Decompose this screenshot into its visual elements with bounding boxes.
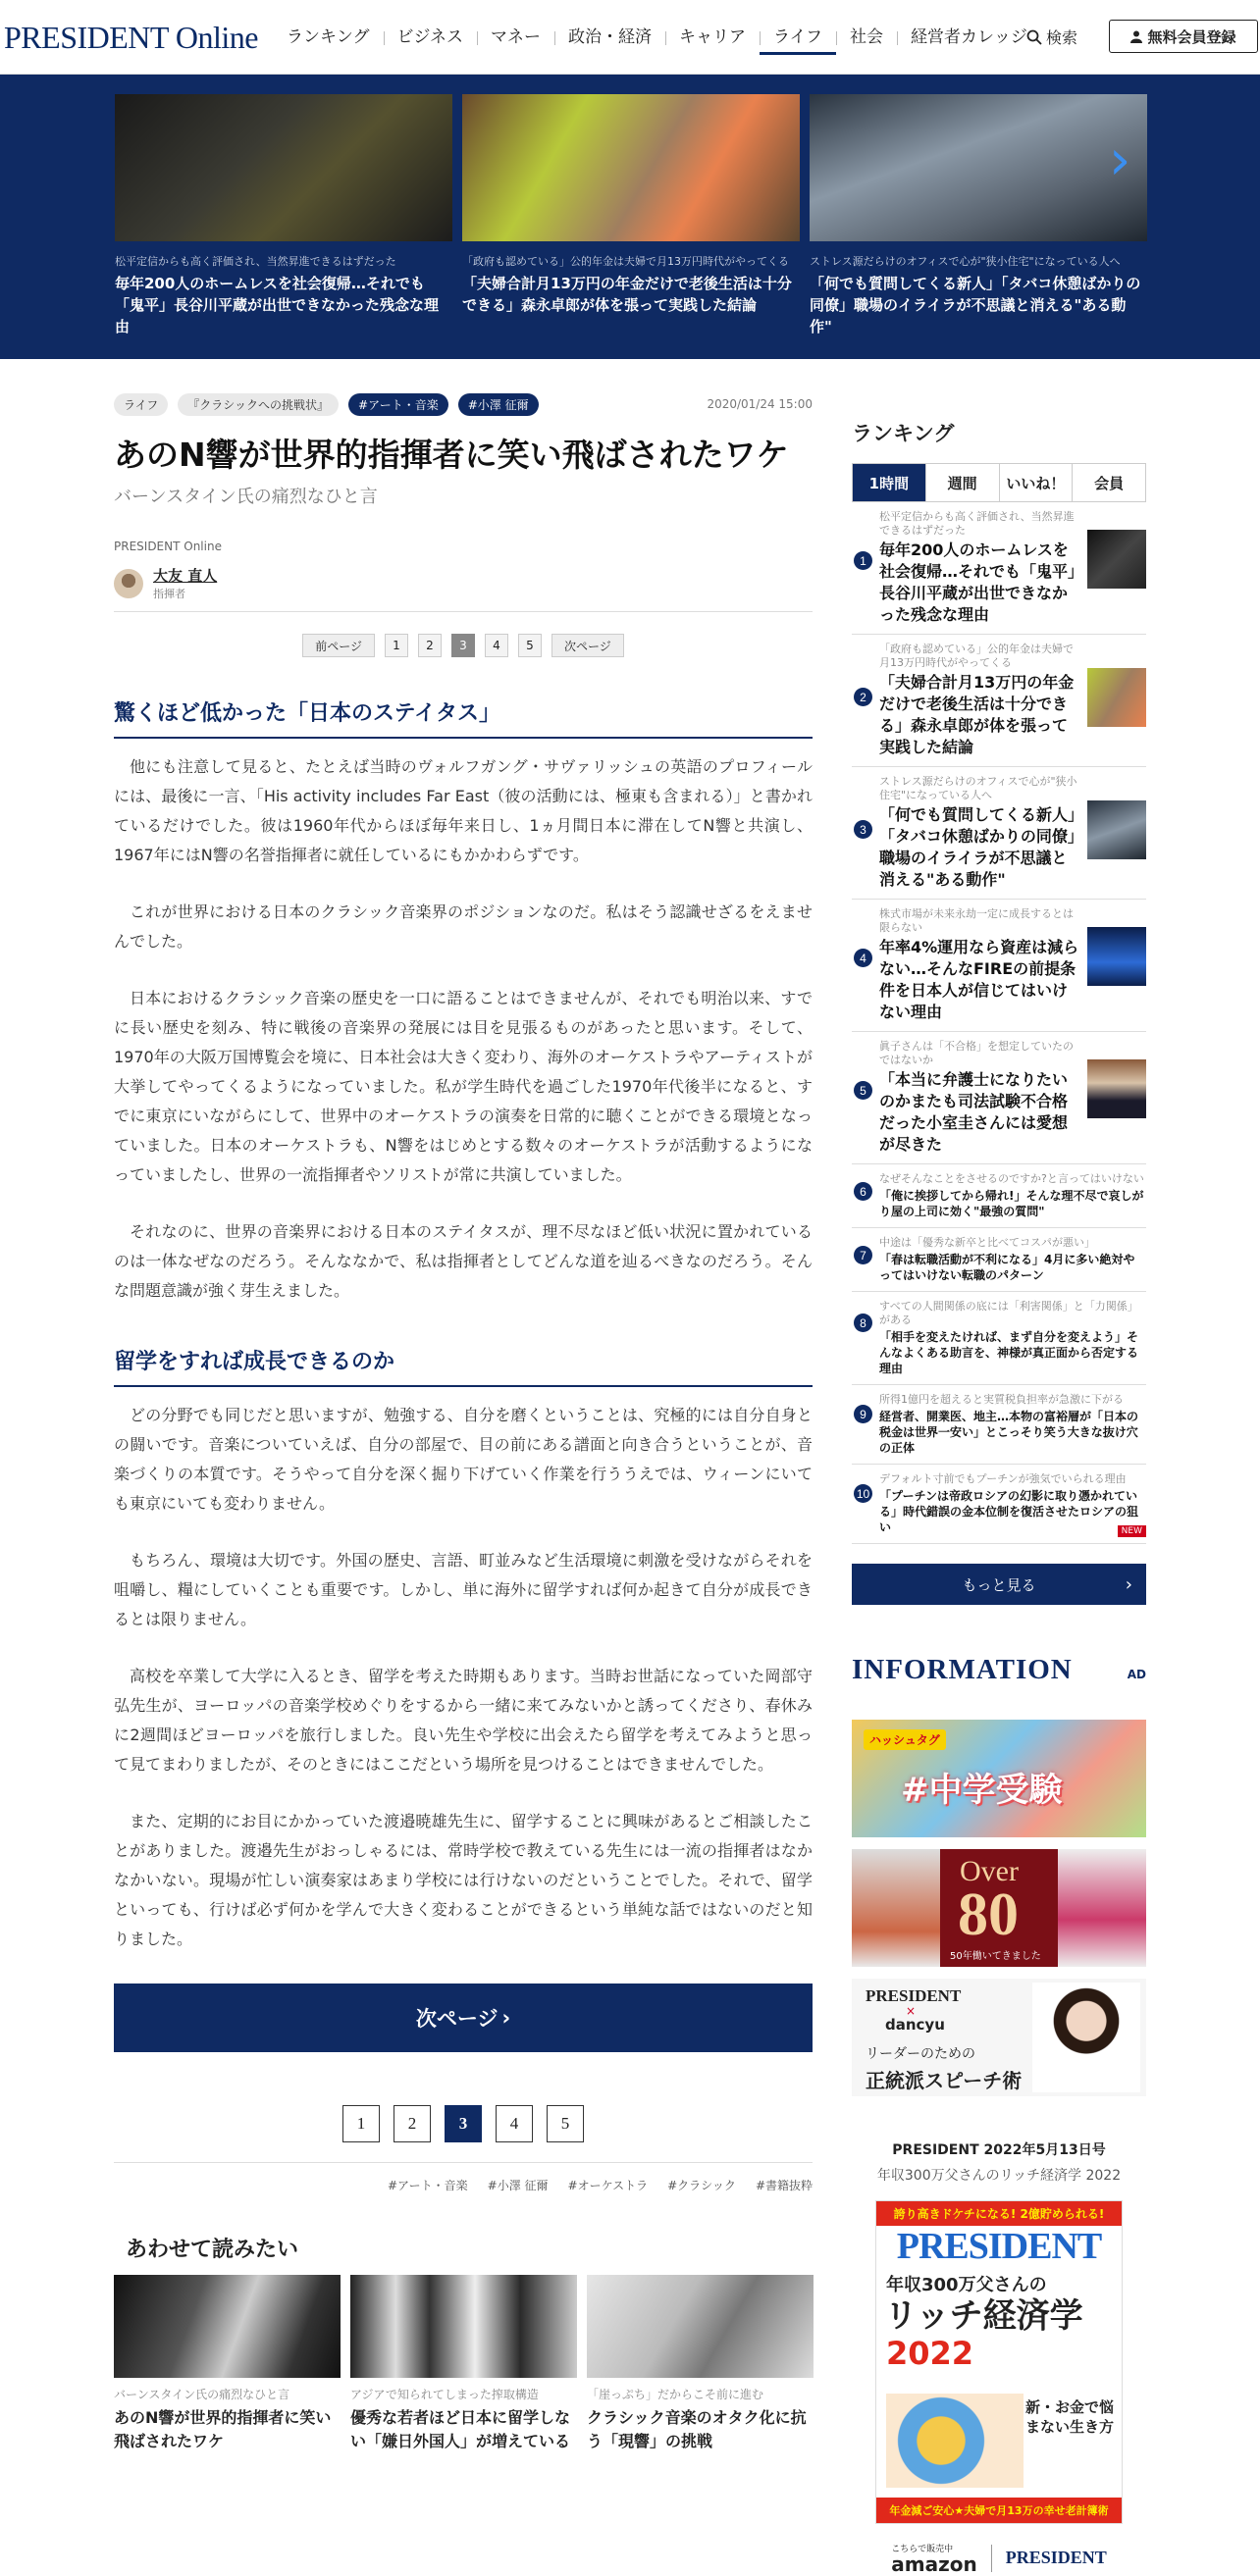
ranking-thumbnail bbox=[1087, 1059, 1146, 1118]
site-logo[interactable]: PRESIDENT Online bbox=[4, 20, 258, 55]
ranking-item[interactable] bbox=[852, 1032, 1146, 1164]
tag-topic[interactable]: #小澤 征爾 bbox=[458, 393, 539, 416]
ranking-number: 1 bbox=[854, 551, 872, 570]
ranking-title: 「相手を変えたければ、まず自分を変えよう」そんなよくある助言を、神様が真正面から否定する理由 bbox=[879, 1330, 1139, 1375]
tab-likes[interactable]: いいね！ bbox=[999, 464, 1073, 501]
amazon-small: こちらで販売中 bbox=[891, 2545, 954, 2554]
banner-x: × bbox=[906, 2004, 917, 2018]
page-link[interactable]: 1 bbox=[385, 634, 408, 657]
author-block bbox=[114, 565, 813, 612]
ranking-item[interactable] bbox=[852, 502, 1146, 635]
ranking-kicker: すべての人間関係の底には「利害関係」と「力関係」がある bbox=[879, 1300, 1138, 1326]
ranking-tabs bbox=[852, 463, 1146, 502]
magazine-subtitle: 年収300万父さんのリッチ経済学 2022 bbox=[876, 2168, 1122, 2184]
ranking-kicker: 「政府も認めている」公的年金は夫婦で月13万円時代がやってくる bbox=[879, 643, 1074, 669]
section-heading: 驚くほど低かった「日本のステイタス」 bbox=[114, 696, 813, 739]
page-link[interactable]: 4 bbox=[485, 634, 508, 657]
carousel-image bbox=[462, 94, 800, 241]
paragraph: これが世界における日本のクラシック音楽界のポジションなのだ。私はそう認識せざるをえませんでした。 bbox=[114, 902, 813, 951]
purchase-links bbox=[852, 2542, 1146, 2574]
new-badge: NEW bbox=[1118, 1525, 1146, 1537]
article-subtitle: バーンスタイン氏の痛烈なひと言 bbox=[114, 487, 378, 507]
user-icon bbox=[1130, 30, 1142, 43]
main-nav bbox=[273, 24, 1041, 55]
information-heading: INFORMATION bbox=[852, 1654, 1073, 1685]
ranking-kicker: なぜそんなことをさせるのですか?と言ってはいけない bbox=[879, 1172, 1144, 1185]
carousel-item[interactable] bbox=[462, 94, 800, 316]
page-link-current[interactable]: 3 bbox=[445, 2105, 482, 2142]
related-image bbox=[350, 2275, 577, 2378]
ranking-item[interactable] bbox=[852, 1292, 1146, 1385]
related-title: あのN響が世界的指揮者に笑い飛ばされたワケ bbox=[114, 2408, 332, 2450]
ranking-title: 「夫婦合計月13万円の年金だけで老後生活は十分できる」森永卓郎が体を張って実践した結論 bbox=[879, 673, 1075, 756]
ranking-item[interactable] bbox=[852, 635, 1146, 767]
carousel-title: 「何でも質問してくる新人」「タバコ休憩ばかりの同僚」職場のイライラが不思議と消える"ある動作" bbox=[810, 275, 1141, 335]
banner-photo-left bbox=[852, 1849, 940, 1967]
divider bbox=[991, 2545, 992, 2572]
chevron-right-icon: › bbox=[1125, 1573, 1132, 1595]
nav-business[interactable]: ビジネス bbox=[384, 24, 478, 55]
mag-side: 新・お金で悩まない生き方 bbox=[1025, 2398, 1115, 2436]
more-label: もっと見る bbox=[962, 1575, 1036, 1594]
banner-line1: リーダーのための bbox=[866, 2046, 975, 2062]
ranking-thumbnail bbox=[1087, 668, 1146, 727]
related-image bbox=[114, 2275, 341, 2378]
ad-label: AD bbox=[1127, 1668, 1146, 1681]
banner-brand: PRESIDENT bbox=[866, 1986, 962, 2005]
ranking-number: 9 bbox=[854, 1405, 872, 1423]
nav-politics-economy[interactable]: 政治・経済 bbox=[554, 24, 665, 55]
nav-ranking[interactable]: ランキング bbox=[287, 27, 370, 47]
ranking-title: 「何でも質問してくる新人」「タバコ休憩ばかりの同僚」職場のイライラが不思議と消える"ある動作" bbox=[879, 805, 1076, 889]
site-header bbox=[0, 0, 1260, 75]
search-icon bbox=[1026, 29, 1042, 45]
article-source: PRESIDENT Online bbox=[114, 540, 222, 553]
tab-hourly[interactable]: 1時間 bbox=[853, 464, 925, 501]
paragraph: また、定期的にお目にかかっていた渡邉暁雄先生に、留学することに興味があるとご相談したことがありました。渡邉先生がおっしゃるには、常時学校で教えている先生には一流の指揮者はなかなかいない。現場が忙しい演奏家はあまり学校には行けないのだということでした。それで、留学といっても、行けば必ず何かを学んで大きく変わることができるという単純な話ではないのだと知りました。 bbox=[114, 1812, 813, 1948]
next-page-link[interactable]: 次ページ bbox=[551, 634, 624, 657]
ranking-kicker: 所得1億円を超えると実質税負担率が急激に下がる bbox=[879, 1393, 1124, 1406]
tag-series[interactable]: 『クラシックへの挑戦状』 bbox=[178, 393, 339, 416]
ranking-title: 年率4%運用なら資産は減らない…そんなFIREの前提条件を日本人が信じてはいけない理由 bbox=[879, 938, 1079, 1021]
ranking-title: 毎年200人のホームレスを社会復帰…それでも「鬼平」長谷川平蔵が出世できなかった残念な理由 bbox=[879, 541, 1076, 624]
pager-bottom bbox=[114, 2105, 813, 2142]
search-label: 検索 bbox=[1046, 28, 1078, 47]
carousel-kicker: 松平定信からも高く評価され、当然昇進できるはずだった bbox=[115, 255, 396, 268]
footer-tag[interactable]: #オーケストラ bbox=[567, 2179, 649, 2192]
paragraph: 高校を卒業して大学に入るとき、留学を考えた時期もあります。当時お世話になっていた岡部守弘先生が、ヨーロッパの音楽学校めぐりをするから一緒に来てみないかと誘ってくださり、春休みに2週間ほどヨーロッパを旅行しました。良い先生や学校に出会えたら留学を考えてみようと思って見てまわりましたが、そのときにはここだという場所を見つけることはできませんでした。 bbox=[114, 1667, 813, 1774]
page-link[interactable]: 5 bbox=[518, 634, 542, 657]
ranking-kicker: ストレス源だらけのオフィスで心が"狭小住宅"になっている人へ bbox=[879, 775, 1077, 801]
information-header bbox=[852, 1654, 1146, 1686]
next-page-button[interactable] bbox=[114, 1984, 813, 2052]
avatar bbox=[114, 569, 143, 598]
banner-portrait bbox=[1032, 1983, 1140, 2092]
article-tags bbox=[114, 392, 813, 416]
ranking-item[interactable] bbox=[852, 767, 1146, 900]
carousel-item[interactable] bbox=[810, 94, 1147, 337]
tab-weekly[interactable]: 週間 bbox=[925, 464, 999, 501]
related-kicker: 「崖っぷち」だからこそ前に進む bbox=[587, 2388, 764, 2401]
tag-category[interactable]: ライフ bbox=[114, 393, 168, 416]
paragraph: 日本におけるクラシック音楽の歴史を一口に語ることはできませんが、それでも明治以来、すでに長い歴史を刻み、特に戦後の音楽界の発展には目を見張るものがあったと思います。そして、1970年の大阪万国博覧会を境に、日本社会は大きく変わり、海外のオーケストラやアーティストが大挙してやってくるようになっていました。私が学生時代を過ごした1970年代後半になると、すでに東京にいながらにして、世界中のオーケストラの演奏を日常的に聴くことができる環境となっていました。日本のオーケストラも、N響をはじめとする数々のオーケストラが活動するようになっていましたし、世界の一流指揮者やソリストが常に共演していました。 bbox=[114, 989, 813, 1184]
ranking-kicker: 眞子さんは「不合格」を想定していたのではないか bbox=[879, 1040, 1074, 1066]
article-title: あのN響が世界的指揮者に笑い飛ばされたワケ bbox=[114, 436, 789, 474]
sidebar bbox=[852, 418, 1146, 2574]
mag-year: 2022 bbox=[886, 2335, 974, 2372]
carousel-image bbox=[115, 94, 452, 241]
banner-speech[interactable] bbox=[852, 1979, 1146, 2096]
nav-executive-college[interactable]: 経営者カレッジ bbox=[897, 24, 1041, 55]
paragraph: もちろん、環境は大切です。外国の歴史、言語、町並みなど生活環境に刺激を受けながらそれを咀嚼し、糧にしていくことも重要です。しかし、単に海外に留学すれば何か起きて自分が成長できるとは限りません。 bbox=[114, 1551, 813, 1628]
ranking-number: 4 bbox=[854, 949, 872, 967]
tab-members[interactable]: 会員 bbox=[1072, 464, 1145, 501]
pager-top bbox=[114, 634, 813, 657]
footer-tag[interactable]: #クラシック bbox=[667, 2179, 736, 2192]
next-page-label: 次ページ bbox=[415, 2007, 499, 2031]
banner-exam[interactable] bbox=[852, 1720, 1146, 1837]
ranking-more-button[interactable] bbox=[852, 1564, 1146, 1605]
page-link[interactable]: 2 bbox=[394, 2105, 431, 2142]
page-link[interactable]: 5 bbox=[547, 2105, 584, 2142]
carousel-kicker: ストレス源だらけのオフィスで心が"狭小住宅"になっている人へ bbox=[810, 255, 1121, 268]
ranking-item[interactable] bbox=[852, 1228, 1146, 1292]
related-kicker: バーンスタイン氏の痛烈なひと言 bbox=[114, 2388, 290, 2401]
ranking-heading: ランキング bbox=[852, 422, 955, 445]
banner-tag: ハッシュタグ bbox=[864, 1729, 946, 1750]
ranking-kicker: 中途は「優秀な新卒と比べてコスパが悪い」 bbox=[879, 1236, 1095, 1249]
register-label: 無料会員登録 bbox=[1147, 27, 1236, 46]
related-kicker: アジアで知られてしまった搾取構造 bbox=[350, 2388, 539, 2401]
banner-over: Over bbox=[960, 1855, 1019, 1887]
related-item[interactable] bbox=[114, 2275, 341, 2453]
banner-caption: 50年働いてきました bbox=[950, 1951, 1041, 1962]
ranking-number: 10 bbox=[854, 1484, 872, 1503]
ranking-kicker: 株式市場が未来永劫一定に成長するとは限らない bbox=[879, 907, 1074, 934]
nav-society[interactable]: 社会 bbox=[836, 24, 897, 55]
ranking-number: 2 bbox=[854, 688, 872, 706]
mag-brand: PRESIDENT bbox=[896, 2226, 1102, 2267]
related-image bbox=[587, 2275, 814, 2378]
ranking-title: 経営者、開業医、地主…本物の富裕層が「日本の税金は世界一安い」とこっそり笑う大きな抜け穴の正体 bbox=[879, 1410, 1139, 1455]
related-title: クラシック音楽のオタク化に抗う「現響」の挑戦 bbox=[587, 2408, 807, 2450]
paragraph: それなのに、世界の音楽界における日本のステイタスが、理不尽なほど低い状況に置かれているのは一体なぜなのだろう。そんななかで、私は指揮者としてどんな道を辿るべきなのだろう。そんな問題意識が強く芽生えました。 bbox=[114, 1222, 813, 1300]
search-button[interactable] bbox=[1026, 26, 1077, 48]
banner-over80[interactable] bbox=[852, 1849, 1146, 1967]
nav-career[interactable]: キャリア bbox=[665, 24, 760, 55]
footer-tag[interactable]: #書籍抜粋 bbox=[755, 2179, 813, 2192]
ranking-kicker: デフォルト寸前でもプーチンが強気でいられる理由 bbox=[879, 1472, 1127, 1485]
related-item[interactable] bbox=[587, 2275, 814, 2453]
publish-date: 2020/01/24 15:00 bbox=[707, 397, 813, 411]
magazine-issue: PRESIDENT 2022年5月13日号 bbox=[892, 2142, 1106, 2158]
ranking-item[interactable] bbox=[852, 900, 1146, 1032]
banner-title: #中学受験 bbox=[901, 1771, 1063, 1810]
ranking-title: 「春は転職活動が不利になる」4月に多い絶対やってはいけない転職のパターン bbox=[879, 1253, 1135, 1282]
author-role: 指揮者 bbox=[153, 588, 185, 600]
carousel-title: 毎年200人のホームレスを社会復帰…それでも「鬼平」長谷川平蔵が出世できなかった残念な理由 bbox=[115, 275, 440, 335]
author-name[interactable]: 大友 直人 bbox=[153, 567, 218, 585]
ranking-title: 「俺に挨拶してから帰れ!」そんな理不尽で哀しがり屋の上司に効く"最強の質問" bbox=[879, 1189, 1144, 1218]
magazine-cover[interactable] bbox=[875, 2200, 1123, 2524]
article bbox=[114, 392, 813, 2453]
mag-head1: 年収300万父さんの bbox=[886, 2275, 1047, 2295]
related-articles bbox=[114, 2275, 813, 2453]
ranking-item[interactable] bbox=[852, 1465, 1146, 1544]
banner-photo-right bbox=[1058, 1849, 1146, 1967]
carousel-next-icon[interactable]: › bbox=[1109, 129, 1131, 192]
prev-page-link[interactable]: 前ページ bbox=[302, 634, 375, 657]
page-link[interactable]: 2 bbox=[418, 634, 442, 657]
president-store-link[interactable]: PRESIDENT bbox=[1005, 2548, 1107, 2567]
footer-tag[interactable]: #アート・音楽 bbox=[387, 2179, 468, 2192]
tag-topic[interactable]: #アート・音楽 bbox=[348, 393, 448, 416]
ranking-title: 「本当に弁護士になりたいのかまたも司法試験不合格だった小室圭さんには愛想が尽きた bbox=[879, 1070, 1069, 1154]
ranking-title: 「プーチンは帝政ロシアの幻影に取り憑かれている」時代錯誤の金本位制を復活させたロシアの狙い bbox=[879, 1489, 1139, 1534]
footer-tag[interactable]: #小澤 征爾 bbox=[487, 2179, 549, 2192]
paragraph: 他にも注意して見ると、たとえば当時のヴォルフガング・サヴァリッシュの英語のプロフィールには、最後に一言、「His activity includes Far East（彼の活動には、極東も含まれる）」と書かれているだけでした。彼は1960年代からほぼ毎年来日し、1ヵ月間日本に滞在してN響と共演し、1967年にはN響の名誉指揮者に就任しているにもかかわらずです。 bbox=[114, 757, 813, 864]
mag-top: 誇り高きドケチになる! 2億貯められる! bbox=[876, 2201, 1122, 2226]
ranking-list bbox=[852, 502, 1146, 1544]
ranking-thumbnail bbox=[1087, 530, 1146, 589]
section-heading: 留学をすれば成長できるのか bbox=[114, 1345, 813, 1387]
ranking-thumbnail bbox=[1087, 927, 1146, 986]
carousel-kicker: 「政府も認めている」公的年金は夫婦で月13万円時代がやってくる bbox=[462, 255, 789, 268]
related-title: 優秀な若者ほど日本に留学しない「嫌日外国人」が増えている bbox=[350, 2408, 571, 2450]
paragraph: どの分野でも同じだと思いますが、勉強する、自分を磨くということは、究極的には自分自身との闘いです。音楽についていえば、自分の部屋で、目の前にある譜面と向き合うということが、音楽づくりの本質です。そうやって自分を深く掘り下げていく作業を行ううえでは、ウィーンにいても東京にいても変わりません。 bbox=[114, 1406, 813, 1513]
ranking-number: 8 bbox=[854, 1314, 872, 1332]
mag-bottom: 年金減ご安心★夫婦で月13万の幸せ老計簿術 bbox=[876, 2498, 1122, 2523]
related-item[interactable] bbox=[350, 2275, 577, 2453]
mag-head2: リッチ経済学 bbox=[884, 2296, 1083, 2336]
amazon-link[interactable] bbox=[891, 2542, 976, 2574]
carousel-title: 「夫婦合計月13万円の年金だけで老後生活は十分できる」森永卓郎が体を張って実践した結論 bbox=[462, 275, 792, 314]
banner-collab: dancyu bbox=[885, 2016, 945, 2034]
featured-carousel bbox=[0, 75, 1260, 359]
ranking-number: 6 bbox=[854, 1182, 872, 1201]
register-button[interactable] bbox=[1109, 20, 1258, 53]
nav-life[interactable]: ライフ bbox=[760, 24, 836, 55]
footer-tags bbox=[114, 2162, 813, 2193]
page-link-current[interactable]: 3 bbox=[451, 634, 475, 657]
ranking-number: 7 bbox=[854, 1246, 872, 1264]
ranking-number: 5 bbox=[854, 1081, 872, 1100]
ranking-thumbnail bbox=[1087, 800, 1146, 859]
ranking-number: 3 bbox=[854, 820, 872, 839]
amazon-logo: amazon bbox=[891, 2552, 977, 2576]
banner-eighty: 80 bbox=[958, 1881, 1019, 1948]
related-heading: あわせて読みたい bbox=[126, 2238, 299, 2262]
page-link[interactable]: 1 bbox=[342, 2105, 380, 2142]
page-link[interactable]: 4 bbox=[496, 2105, 533, 2142]
carousel-image bbox=[810, 94, 1147, 241]
chevron-right-icon: › bbox=[501, 2006, 511, 2030]
mag-illustration bbox=[886, 2394, 1024, 2488]
ranking-item[interactable] bbox=[852, 1385, 1146, 1465]
ranking-kicker: 松平定信からも高く評価され、当然昇進できるはずだった bbox=[879, 510, 1075, 537]
carousel-item[interactable] bbox=[115, 94, 452, 337]
banner-line2: 正統派スピーチ術 bbox=[866, 2071, 1023, 2092]
ranking-item[interactable] bbox=[852, 1164, 1146, 1228]
nav-money[interactable]: マネー bbox=[477, 24, 554, 55]
